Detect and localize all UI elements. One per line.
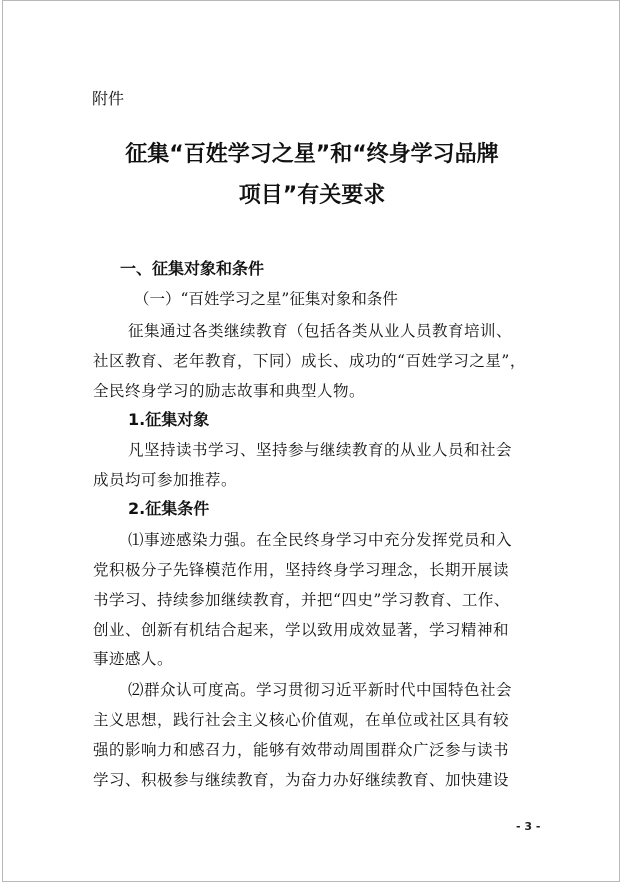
- condition1-line-5: 事迹感人。: [93, 650, 174, 668]
- annex-label: 附件: [92, 89, 125, 108]
- subsection-heading: （一）“百姓学习之星”征集对象和条件: [134, 290, 398, 308]
- title-line-1: 征集“百姓学习之星”和“终身学习品牌: [125, 142, 499, 167]
- condition2-line-1: ⑵群众认可度高。学习贯彻习近平新时代中国特色社会: [128, 681, 513, 699]
- condition1-line-3: 书学习、持续参加继续教育，并把“四史”学习教育、工作、: [93, 591, 510, 609]
- condition1-line-1: ⑴事迹感染力强。在全民终身学习中充分发挥党员和入: [128, 531, 513, 549]
- intro-line-1: 征集通过各类继续教育（包括各类从业人员教育培训、: [128, 322, 513, 340]
- item1-line-2: 成员均可参加推荐。: [93, 471, 238, 489]
- condition1-line-2: 党积极分子先锋模范作用，坚持终身学习理念，长期开展读: [93, 561, 510, 579]
- condition1-line-4: 创业、创新有机结合起来，学以致用成效显著，学习精神和: [93, 621, 510, 639]
- section-heading: 一、征集对象和条件: [120, 259, 265, 278]
- intro-line-2: 社区教育、老年教育，下同）成长、成功的“百姓学习之星”，: [93, 352, 526, 370]
- page-number: - 3 -: [516, 820, 541, 833]
- condition2-line-4: 学习、积极参与继续教育，为奋力办好继续教育、加快建设: [93, 771, 510, 789]
- condition2-line-3: 强的影响力和感召力，能够有效带动周围群众广泛参与读书: [93, 741, 510, 759]
- intro-line-3: 全民终身学习的励志故事和典型人物。: [93, 382, 366, 400]
- item1-heading: 1.征集对象: [128, 410, 210, 429]
- title-line-2: 项目”有关要求: [238, 183, 386, 208]
- item1-line-1: 凡坚持读书学习、坚持参与继续教育的从业人员和社会: [128, 441, 513, 459]
- condition2-line-2: 主义思想，践行社会主义核心价值观，在单位或社区具有较: [93, 711, 510, 729]
- item2-heading: 2.征集条件: [128, 499, 210, 518]
